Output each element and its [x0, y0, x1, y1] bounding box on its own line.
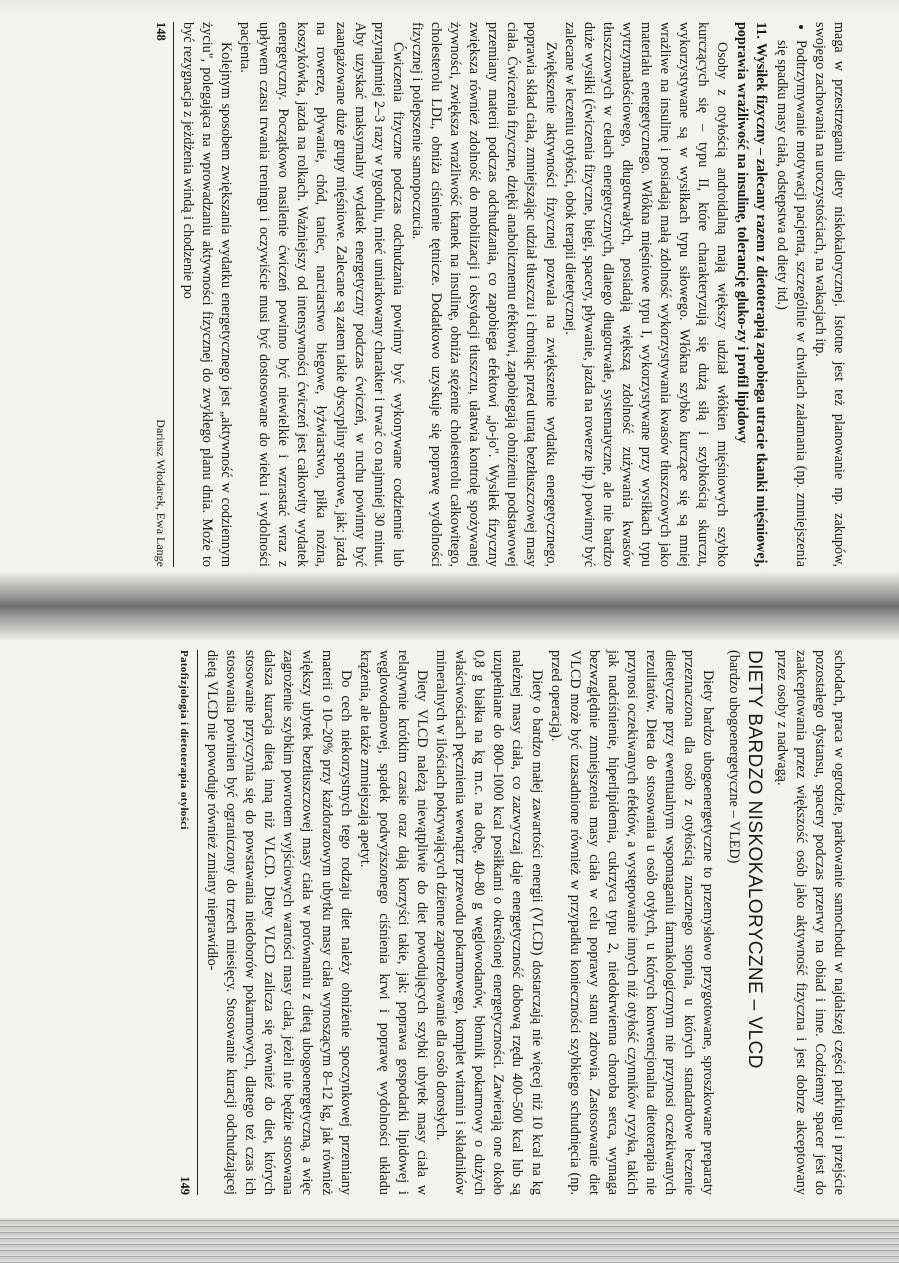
paragraph: Do cech niekorzystnych tego rodzaju diet należy obniżenie spoczynkowej przemiany materii o 10–20% przy każdorazowym ubytku masy ciała wynoszącym 8–12 kg, jak również większy ubytek beztłuszczowej masy ciała w porównaniu z dietą ubogoenergetyczną, a więc zagrożenie szybkim powrotem wyjściowych wartości masy ciała, jeżeli nie będzie stosowana dalsza kuracja dietą inną niż VLCD. Diety VLCD zalicza się również do diet, których stosowanie przyczynia się do powstawania niedoborów pokarmowych, dlatego też czas ich stosowania powinien być ograniczony do trzech miesięcy. Stosowanie kuracji odchudzającej dietą VLCD nie powoduje również zmiany nieprawidło- [204, 650, 354, 1195]
paragraph: Diety bardzo ubogoenergetyczne to przemysłowo przygotowane, sproszkowane preparaty przeznaczona dla osób z otyłością znacznego stopnia, u których standardowe leczenie dietetyczne przy ewentualnym wspomaganiu farmakologicznym nie przynosi oczekiwanych rezultatów. Dieta do stosowania u osób otyłych, u których konwencjonalna dietoterapia nie przynosi oczekiwanych efektów, a występowanie innych niż otyłość czynników ryzyka, takich jak nadciśnienie, hiperlipidemia, cukrzyca typu 2, niedokrwienna choroba serca, wymaga bezwzględnie zmniejszenia masy ciała w celu poprawy stanu zdrowia. Zastosowanie diet VLCD może być uzasadnione również w przypadku konieczności szybkiego schudnięcia (np. przed operacją). [547, 650, 717, 1195]
page-number: 148 [153, 22, 168, 41]
paragraph: Osoby z otyłością androidalną mają większy udział włókien mięśniowych szybko kurczących się – typu II, które charakteryzują się dużą siłą i szybkością skurczu, wykorzystywane są w wysiłkach typu siłowego. Włókna szybko kurczące się są mniej wrażliwe na insulinę i posiadają małą zdolność wykorzystywania kwasów tłuszczowych jako materiału energetycznego. Włókna mięśniowe typu I, wykorzystywane przy wysiłkach typu wytrzymałościowego, długotrwałych, posiadają większą zdolność zużywania kwasów tłuszczowych w celach energetycznych, dlatego długotrwałe, systematyczne, ale nie bardzo duże wysiłki (ćwiczenia fizyczne, biegi, spacery, pływanie, jazda na rowerze itp.) powinny być zalecane w leczeniu otyłości, obok terapii dietetycznej. [561, 22, 731, 567]
section-heading-text: Wysiłek fizyczny – zalecany razem z dietoterapią zapobiega utracie tkanki mięśniowej, poprawia wrażliwość na insulinę, tolerancję gluko-zy i profil lipidowy [733, 22, 769, 567]
page-149 [171, 650, 848, 1195]
paragraph: Zwiększenie aktywności fizycznej pozwala na zwiększenie wydatku energetycznego, poprawia skład ciała, zmniejszając udział tłuszczu i chroniąc przed utratą beztłuszczowej masy ciała. Ćwiczenia fizyczne, dzięki anabolicznemu efektowi, zapobiegają obniżeniu podstawowej przemiany materii podczas odchudzania, co zapobiega efektowi „jo-jo". Wysiłek fizyczny zwiększa również zdolność do mobilizacji i oksydacji tłuszczu, ułatwia kontrolę spożywanej żywności, zwiększa wrażliwość tkanek na insulinę, obniża stężenie cholesterolu całkowitego, cholesterolu LDL, obniża ciśnienie tętnicze. Dodatkowo uzyskuje się poprawę wydolności fizycznej i polepszenie samopoczucia. [408, 22, 559, 567]
chapter-subheading: (bardzo ubogoenergetyczne – VLED) [725, 650, 742, 864]
running-footer [171, 650, 198, 1195]
running-title: Patofizjologia i dietoterapia otyłości [177, 650, 190, 830]
scan-top-edge [0, 0, 899, 14]
page-edges [0, 1218, 899, 1263]
section-heading [731, 22, 769, 567]
paragraph: Diety o bardzo małej zawartości energii (VLCD) dostarczają nie więcej niż 10 kcal na kg należnej masy ciała, co zazwyczaj daje energetyczność dobową rzędu 400–500 kcal lub są uzupełniane do 800–1000 kcal posiłkami o określonej energetyczności. Zawierają one około 0,8 g białka na kg m.c. na dobę, 40–80 g węglowodanów, błonnik pokarmowy o dużych właściwościach pęcznienia wewnątrz przewodu pokarmowego, komplet witamin i składników mineralnych w ilościach pokrywających dzienne zapotrzebowanie dla osób dorosłych. [433, 650, 545, 1195]
paragraph: Diety VLCD należą niewątpliwie do diet powodujących szybki ubytek masy ciała w relatywnie krótkim czasie oraz dają korzyści takie, jak: poprawa gospodarki lipidowej i węglowodanowej, spadek podwyższonego ciśnienia krwi i poprawę wydolności układu krążenia, ale także zmniejszają apetyt. [356, 650, 431, 1195]
continuation-text: maga w przestrzeganiu diety niskokalorycznej. Istotne jest też planowanie np. zakupów, swojego zachowania na uroczystościach, na wakacjach itp. [811, 22, 847, 567]
book-gutter-shadow [0, 572, 899, 640]
bullet-list [772, 22, 810, 567]
page-number: 149 [177, 1176, 192, 1195]
running-footer [148, 22, 174, 567]
continuation-text: schodach, praca w ogrodzie, parkowanie samochodu w najdalszej części parkingu i przejście pozostałego dystansu, spacery podczas przerwy na obiad i inne. Codzienny spacer jest do zaakceptowania przez większość osób jako aktywność fizyczna i jest dobrze akceptowany przez osoby z nadwagą. [773, 650, 847, 1195]
paragraph: Kolejnym sposobem zwiększania wydatku energetycznego jest „aktywność w codziennym życiu", polegająca na wprowadzaniu aktywności fizycznej do zwykłego planu dnia. Może to być rezygnacja z jeżdżenia windą i chodzenie po [179, 22, 234, 567]
list-item: • Podtrzymywanie motywacji pacjenta, szczególnie w chwilach załamania (np. zmniejszenia się spadku masy ciała, odstępstwa od diety itd.) [772, 40, 810, 567]
running-author: Dariusz Włodarek, Ewa Lange [153, 419, 168, 567]
page-148 [148, 22, 848, 567]
chapter-heading: DIETY BARDZO NISKOKALORYCZNE – VLCD [743, 650, 765, 1069]
paragraph: Ćwiczenia fizyczne podczas odchudzania powinny być wykonywane codziennie lub przynajmniej 2–3 razy w tygodniu, mieć umiarkowany charakter i trwać co najmniej 30 minut. Aby uzyskać maksymalny wydatek energetyczny podczas ćwiczeń, w ruchu powinny być zaangażowane duże grupy mięśniowe. Zalecane są zatem takie dyscypliny sportowe, jak: jazda na rowerze, pływanie, chód, taniec, narciarstwo biegowe, łyżwiarstwo, piłka nożna, koszykówka, jazda na rolkach. Ważniejszy od intensywności ćwiczeń jest całkowity wydatek energetyczny. Początkowo nasilenie ćwiczeń powinno być niewielkie i wzrastać wraz z upływem czasu trwania treningu i oczywiście musi być dostosowane do wieku i wydolności pacjenta. [237, 22, 406, 567]
section-number: 11. [752, 22, 769, 39]
